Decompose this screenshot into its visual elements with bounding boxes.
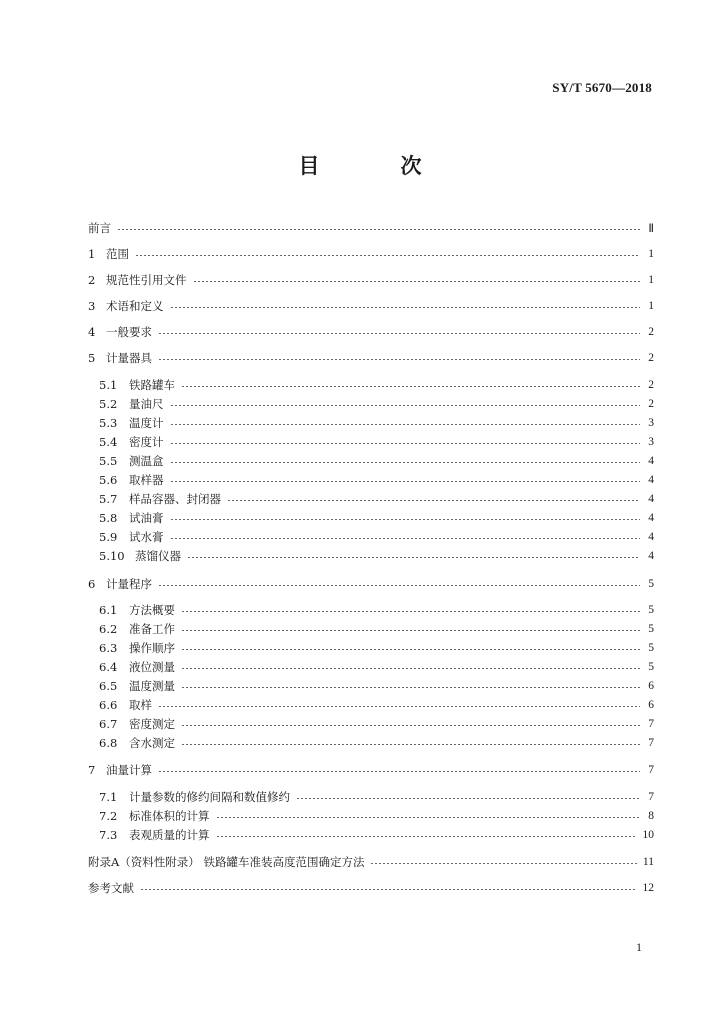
- toc-entry-number: 3: [88, 299, 96, 313]
- toc-entry-6-4[interactable]: [99, 657, 654, 677]
- toc-entry-label: 附录A（资料性附录） 铁路罐车准装高度范围确定方法: [88, 855, 365, 869]
- dot-leader: [181, 687, 640, 688]
- toc-entry-number: 5.2: [99, 397, 118, 411]
- dot-leader: [135, 255, 640, 256]
- toc-entry-5-3[interactable]: [99, 413, 654, 433]
- dot-leader: [140, 889, 637, 890]
- toc-entry-number: 5.7: [99, 492, 118, 506]
- toc-entry-page: 5: [648, 604, 654, 616]
- toc-entry-references[interactable]: [88, 878, 654, 898]
- toc-entry-page: 1: [648, 248, 654, 260]
- page-title: 目 次: [298, 154, 452, 178]
- toc-entry-label: 范围: [106, 247, 129, 261]
- toc-entry-page: 4: [648, 550, 654, 562]
- toc-entry-number: 6.4: [99, 660, 118, 674]
- toc-entry-page: 3: [648, 436, 654, 448]
- dot-leader: [170, 519, 641, 520]
- toc-entry-number: 6.3: [99, 641, 118, 655]
- dot-leader: [181, 630, 640, 631]
- toc-entry-1[interactable]: [88, 244, 654, 264]
- dot-leader: [181, 725, 640, 726]
- toc-entry-number: 5.8: [99, 511, 118, 525]
- dot-leader: [158, 333, 640, 334]
- toc-entry-label: 计量器具: [106, 351, 152, 365]
- toc-entry-6-8[interactable]: [99, 733, 654, 753]
- document-code: SY/T 5670—2018: [552, 80, 652, 95]
- toc-entry-6-6[interactable]: [99, 695, 654, 715]
- toc-entry-2[interactable]: [88, 270, 654, 290]
- toc-entry-page: 6: [648, 699, 654, 711]
- dot-leader: [170, 405, 641, 406]
- toc-entry-page: 4: [648, 512, 654, 524]
- toc-entry-number: 7: [88, 763, 96, 777]
- toc-entry-page: 2: [648, 352, 654, 364]
- toc-entry-6-2[interactable]: [99, 619, 654, 639]
- toc-entry-4[interactable]: [88, 322, 654, 342]
- toc-entry-page: 4: [648, 531, 654, 543]
- dot-leader: [158, 771, 640, 772]
- toc-entry-7-2[interactable]: [99, 806, 654, 826]
- dot-leader: [181, 611, 640, 612]
- toc-entry-label: 一般要求: [106, 325, 152, 339]
- toc-entry-label: 规范性引用文件: [106, 273, 187, 287]
- toc-entry-3[interactable]: [88, 296, 654, 316]
- toc-entry-7[interactable]: [88, 760, 654, 780]
- toc-entry-label: 取样: [129, 698, 152, 712]
- toc-entry-5-2[interactable]: [99, 394, 654, 414]
- dot-leader: [181, 386, 640, 387]
- toc-entry-7-3[interactable]: [99, 825, 654, 845]
- toc-entry-number: 6.7: [99, 717, 118, 731]
- toc-entry-label: 方法概要: [129, 603, 175, 617]
- toc-entry-label: 密度测定: [129, 717, 175, 731]
- toc-entry-page: 7: [648, 764, 654, 776]
- toc-entry-label: 试油膏: [129, 511, 164, 525]
- toc-entry-page: 5: [648, 642, 654, 654]
- toc-entry-number: 5.5: [99, 454, 118, 468]
- toc-entry-page: 4: [648, 474, 654, 486]
- toc-entry-number: 5.1: [99, 378, 118, 392]
- dot-leader: [181, 668, 640, 669]
- toc-entry-label: 准备工作: [129, 622, 175, 636]
- dot-leader: [170, 462, 641, 463]
- dot-leader: [117, 229, 640, 230]
- toc-entry-page: Ⅱ: [648, 223, 654, 235]
- toc-entry-page: 3: [648, 417, 654, 429]
- toc-entry-page: 1: [648, 300, 654, 312]
- dot-leader: [193, 281, 641, 282]
- toc-entry-page: 7: [648, 791, 654, 803]
- toc-entry-page: 5: [648, 623, 654, 635]
- toc-entry-number: 4: [88, 325, 96, 339]
- toc-entry-page: 11: [642, 856, 654, 868]
- toc-entry-number: 6.2: [99, 622, 118, 636]
- toc-entry-page: 5: [648, 578, 654, 590]
- toc-entry-page: 5: [648, 661, 654, 673]
- toc-entry-label: 量油尺: [129, 397, 164, 411]
- toc-entry-6-7[interactable]: [99, 714, 654, 734]
- dot-leader: [158, 585, 640, 586]
- dot-leader: [170, 443, 641, 444]
- toc-entry-number: 7.3: [99, 828, 118, 842]
- toc-entry-page: 12: [642, 882, 654, 894]
- toc-entry-label: 表观质量的计算: [129, 828, 210, 842]
- dot-leader: [187, 557, 640, 558]
- toc-entry-label: 前言: [88, 221, 111, 235]
- toc-entry-number: 5.10: [99, 549, 125, 563]
- toc-entry-page: 8: [648, 810, 654, 822]
- toc-entry-page: 10: [642, 829, 654, 841]
- dot-leader: [170, 424, 641, 425]
- toc-entry-number: 6.8: [99, 736, 118, 750]
- toc-entry-page: 2: [648, 326, 654, 338]
- toc-entry-label: 蒸馏仪器: [135, 549, 181, 563]
- dot-leader: [158, 359, 640, 360]
- toc-entry-number: 2: [88, 273, 96, 287]
- toc-entry-label: 计量程序: [106, 577, 152, 591]
- toc-entry-number: 5.3: [99, 416, 118, 430]
- toc-entry-5[interactable]: [88, 348, 654, 368]
- toc-entry-label: 测温盒: [129, 454, 164, 468]
- toc-entry-label: 计量参数的修约间隔和数值修约: [129, 790, 290, 804]
- toc-entry-page: 7: [648, 718, 654, 730]
- toc-entry-5-8[interactable]: [99, 508, 654, 528]
- toc-entry-5-9[interactable]: [99, 527, 654, 547]
- toc-entry-number: 7.1: [99, 790, 118, 804]
- dot-leader: [181, 649, 640, 650]
- toc-entry-6-5[interactable]: [99, 676, 654, 696]
- toc-entry-label: 操作顺序: [129, 641, 175, 655]
- dot-leader: [370, 863, 636, 864]
- toc-entry-number: 5.6: [99, 473, 118, 487]
- toc-entry-page: 1: [648, 274, 654, 286]
- toc-entry-6-1[interactable]: [99, 600, 654, 620]
- toc-entry-number: 5: [88, 351, 96, 365]
- toc-entry-page: 7: [648, 737, 654, 749]
- toc-entry-page: 2: [648, 398, 654, 410]
- toc-entry-6-3[interactable]: [99, 638, 654, 658]
- dot-leader: [181, 744, 640, 745]
- toc-entry-label: 密度计: [129, 435, 164, 449]
- toc-entry-5-10[interactable]: [99, 546, 654, 566]
- dot-leader: [170, 481, 641, 482]
- toc-entry-5-1[interactable]: [99, 375, 654, 395]
- toc-entry-label: 标准体积的计算: [129, 809, 210, 823]
- toc-entry-label: 油量计算: [106, 763, 152, 777]
- toc-entry-5-7[interactable]: [99, 489, 654, 509]
- toc-entry-label: 试水膏: [129, 530, 164, 544]
- toc-entry-label: 温度计: [129, 416, 164, 430]
- toc-entry-number: 6.6: [99, 698, 118, 712]
- toc-entry-page: 4: [648, 455, 654, 467]
- toc-entry-number: 6.5: [99, 679, 118, 693]
- toc-entry-label: 取样器: [129, 473, 164, 487]
- toc-entry-7-1[interactable]: [99, 787, 654, 807]
- toc-entry-number: 7.2: [99, 809, 118, 823]
- toc-entry-label: 含水测定: [129, 736, 175, 750]
- toc-entry-page: 2: [648, 379, 654, 391]
- toc-entry-label: 样品容器、封闭器: [129, 492, 221, 506]
- toc-entry-label: 铁路罐车: [129, 378, 175, 392]
- toc-entry-number: 6: [88, 577, 96, 591]
- toc-entry-appendix-a[interactable]: [88, 852, 654, 872]
- dot-leader: [170, 307, 641, 308]
- toc-entry-5-6[interactable]: [99, 470, 654, 490]
- dot-leader: [216, 817, 641, 818]
- toc-entry-label: 术语和定义: [106, 299, 164, 313]
- toc-entry-page: 6: [648, 680, 654, 692]
- toc-entry-number: 5.9: [99, 530, 118, 544]
- toc-entry-foreword[interactable]: [88, 218, 654, 238]
- toc-entry-5-5[interactable]: [99, 451, 654, 471]
- toc-entry-number: 5.4: [99, 435, 118, 449]
- toc-entry-label: 参考文献: [88, 881, 134, 895]
- dot-leader: [227, 500, 640, 501]
- dot-leader: [216, 836, 637, 837]
- page-number: 1: [636, 940, 642, 954]
- toc-entry-label: 温度测量: [129, 679, 175, 693]
- toc-entry-number: 1: [88, 247, 96, 261]
- toc-entry-6[interactable]: [88, 574, 654, 594]
- dot-leader: [170, 538, 641, 539]
- toc-entry-page: 4: [648, 493, 654, 505]
- toc-entry-5-4[interactable]: [99, 432, 654, 452]
- dot-leader: [296, 798, 640, 799]
- toc-entry-number: 6.1: [99, 603, 118, 617]
- toc-entry-label: 液位测量: [129, 660, 175, 674]
- dot-leader: [158, 706, 640, 707]
